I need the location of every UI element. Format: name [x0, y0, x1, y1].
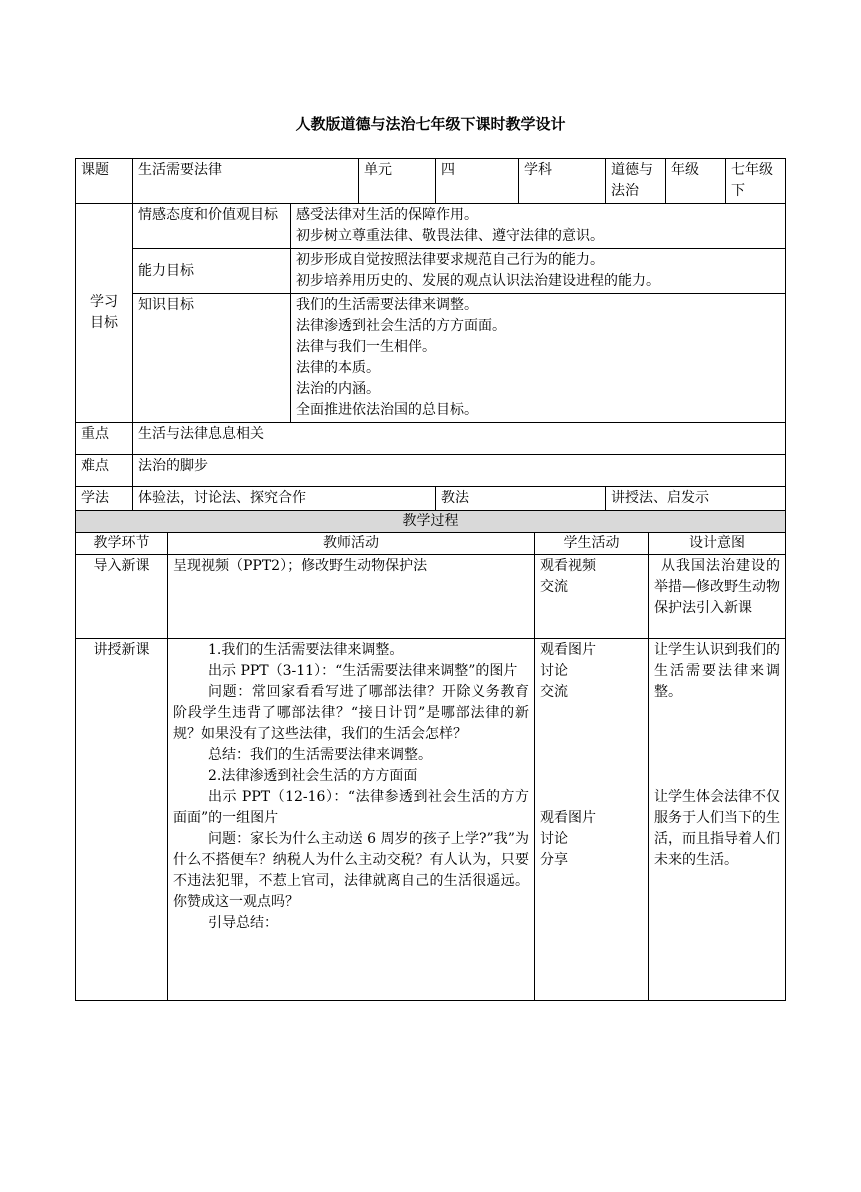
- ability-goal-line: 初步形成自觉按照法律要求规范自己行为的能力。: [296, 252, 604, 268]
- difficulty-value: 法治的脚步: [133, 455, 786, 487]
- stage-lecture: 讲授新课: [76, 639, 168, 1001]
- xuefa-value: 体验法，讨论法、探究合作: [133, 487, 436, 519]
- student-activity-line: 交流: [540, 684, 568, 700]
- knowledge-goal-line: 我们的生活需要法律来调整。: [296, 297, 478, 313]
- lecture-design-intent: [649, 639, 786, 1001]
- jiaofa-value: 讲授法、启发示: [606, 487, 786, 519]
- knowledge-goal-line: 全面推进依法治国的总目标。: [296, 402, 478, 418]
- column-header: 设计意图: [649, 533, 786, 555]
- intro-teacher-activity: 呈现视频（PPT2）；修改野生动物保护法: [168, 555, 535, 639]
- intro-student-activity: [535, 555, 649, 639]
- keti-label: 课题: [76, 159, 133, 204]
- teacher-activity-para: 出示 PPT（12-16）：“法律参透到社会生活的方方面面”的一组图片: [173, 789, 529, 826]
- student-activity-line: 交流: [540, 579, 568, 595]
- keti-value: 生活需要法律: [133, 159, 359, 204]
- jiaofa-label: 教法: [436, 487, 606, 519]
- design-intent-para: 让学生体会法律不仅服务于人们当下的生活，而且指导着人们未来的生活。: [654, 789, 780, 868]
- ability-goal-content: [291, 249, 786, 294]
- danyuan-label: 单元: [359, 159, 436, 204]
- knowledge-goal-line: 法律与我们一生相伴。: [296, 339, 436, 355]
- stage-intro: 导入新课: [76, 555, 168, 639]
- student-activity-line: 观看图片: [540, 642, 596, 658]
- knowledge-goal-line: 法治的内涵。: [296, 381, 380, 397]
- teacher-activity-para: 问题：家长为什么主动送 6 周岁的孩子上学?”我”为什么不搭便车？纳税人为什么主动交税？有人认为，只要不违法犯罪，不惹上官司，法律就离自己的生活很遥远。你赞成这一观点吗？: [173, 831, 529, 910]
- knowledge-goal-line: 法律的本质。: [296, 360, 380, 376]
- knowledge-goal-line: 法律渗透到社会生活的方方面面。: [296, 318, 506, 334]
- teacher-activity-para: 引导总结：: [208, 915, 278, 931]
- intro-design-intent: 从我国法治建设的举措—修改野生动物保护法引入新课: [649, 555, 786, 639]
- teacher-activity-para: 1.我们的生活需要法律来调整。: [208, 642, 404, 658]
- knowledge-goal-content: [291, 294, 786, 423]
- student-activity-line: 分享: [540, 852, 568, 868]
- nianji-value: 七年级下: [726, 159, 786, 204]
- teacher-activity-para: 2.法律渗透到社会生活的方方面面: [208, 768, 418, 784]
- teacher-activity-para: 问题：常回家看看写进了哪部法律？开除义务教育阶段学生违背了哪部法律？“接日计罚”是哪部法律的新规？如果没有了这些法律，我们的生活会怎样？: [173, 684, 529, 742]
- emotion-goal-content: [291, 204, 786, 249]
- student-activity-line: 讨论: [540, 831, 568, 847]
- ability-goal-label: 能力目标: [133, 249, 291, 294]
- student-activity-line: 观看图片: [540, 810, 596, 826]
- goals-label: 学习目标: [76, 204, 133, 423]
- emotion-goal-line: 感受法律对生活的保障作用。: [296, 207, 478, 223]
- lecture-student-activity: [535, 639, 649, 1001]
- teacher-activity-para: 总结：我们的生活需要法律来调整。: [208, 747, 432, 763]
- student-activity-line: 讨论: [540, 663, 568, 679]
- knowledge-goal-label: 知识目标: [133, 294, 291, 423]
- focus-label: 重点: [76, 423, 133, 455]
- xuefa-label: 学法: [76, 487, 133, 519]
- lecture-teacher-activity: [168, 639, 535, 1001]
- focus-value: 生活与法律息息相关: [133, 423, 786, 455]
- design-intent-para: 让学生认识到我们的生活需要法律来调整。: [654, 642, 780, 700]
- column-header: 教学环节: [76, 533, 168, 555]
- difficulty-label: 难点: [76, 455, 133, 487]
- xueke-label: 学科: [519, 159, 606, 204]
- course-info-table: [75, 158, 786, 519]
- process-header: 教学过程: [76, 511, 786, 533]
- column-header: 学生活动: [535, 533, 649, 555]
- teacher-activity-para: 出示 PPT（3-11）：“生活需要法律来调整”的图片: [208, 663, 518, 679]
- danyuan-value: 四: [436, 159, 519, 204]
- nianji-label: 年级: [666, 159, 726, 204]
- emotion-goal-label: 情感态度和价值观目标: [133, 204, 291, 249]
- process-table: [75, 510, 786, 1001]
- emotion-goal-line: 初步树立尊重法律、敬畏法律、遵守法律的意识。: [296, 228, 604, 244]
- column-header: 教师活动: [168, 533, 535, 555]
- xueke-value: 道德与法治: [606, 159, 666, 204]
- ability-goal-line: 初步培养用历史的、发展的观点认识法治建设进程的能力。: [296, 273, 660, 289]
- page-title: 人教版道德与法治七年级下课时教学设计: [295, 115, 566, 133]
- student-activity-line: 观看视频: [540, 558, 596, 574]
